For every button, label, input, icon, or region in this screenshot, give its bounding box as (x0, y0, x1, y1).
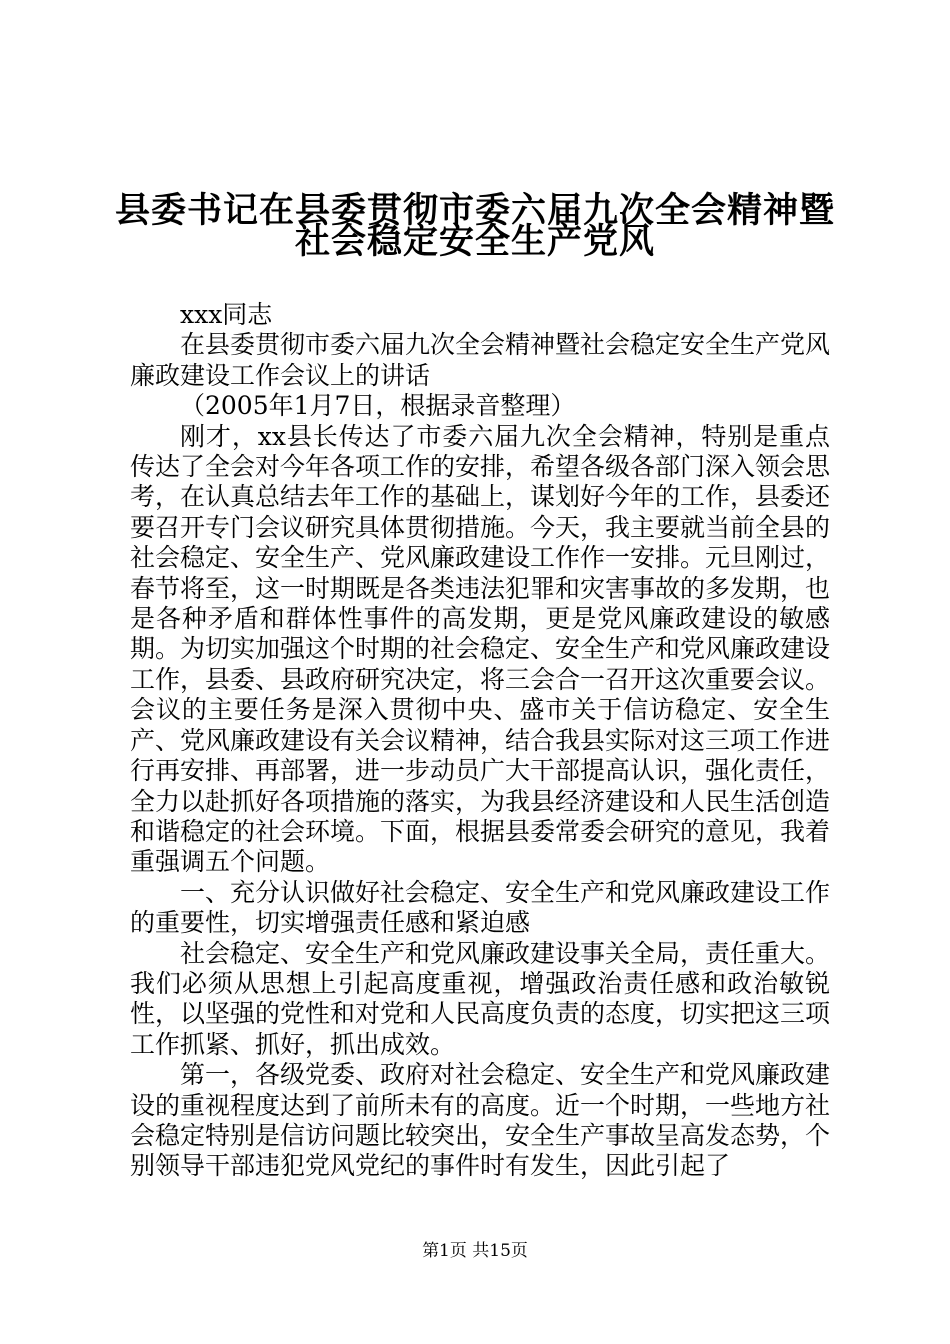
document-body (130, 300, 830, 1182)
speech-date-note: （2005年1月7日，根据录音整理） (180, 391, 576, 421)
body-paragraph: 第一，各级党委、政府对社会稳定、安全生产和党风廉政建设的重视程度达到了前所未有的高度。近一个时期，一些地方社会稳定特别是信访问题比较突出，安全生产事故呈高发态势，个别领导干部违犯党风党纪的事件时有发生，因此引起了 (130, 1060, 831, 1181)
section-heading: 一、充分认识做好社会稳定、安全生产和党风廉政建设工作的重要性，切实增强责任感和紧迫感 (130, 877, 831, 938)
body-paragraph: 刚才，xx县长传达了市委六届九次全会精神，特别是重点传达了全会对今年各项工作的安排，希望各级各部门深入领会思考，在认真总结去年工作的基础上，谋划好今年的工作，县委还要召开专门会议研究具体贯彻措施。今天，我主要就当前全县的社会稳定、安全生产、党风廉政建设工作作一安排。元旦刚过，春节将至，这一时期既是各类违法犯罪和灾害事故的多发期，也是各种矛盾和群体性事件的高发期，更是党风廉政建设的敏感期。为切实加强这个时期的社会稳定、安全生产和党风廉政建设工作，县委、县政府研究决定，将三会合一召开这次重要会议。会议的主要任务是深入贯彻中央、盛市关于信访稳定、安全生产、党风廉政建设有关会议精神，结合我县实际对这三项工作进行再安排、再部署，进一步动员广大干部提高认识，强化责任，全力以赴抓好各项措施的落实，为我县经济建设和人民生活创造和谐稳定的社会环境。下面，根据县委常委会研究的意见，我着重强调五个问题。 (130, 421, 831, 877)
salutation: xxx同志 (180, 300, 273, 329)
body-paragraph: 社会稳定、安全生产和党风廉政建设事关全局，责任重大。我们必须从思想上引起高度重视，增强政治责任感和政治敏锐性，以坚强的党性和对党和人民高度负责的态度，切实把这三项工作抓紧、抓好，抓出成效。 (130, 938, 831, 1059)
document-title-line-1: 县委书记在县委贯彻市委六届九次全会精神暨 (114, 191, 835, 231)
document-title-line-2: 社会稳定安全生产党风 (294, 222, 655, 262)
page-number-footer: 第1页 共15页 (422, 1241, 528, 1261)
speech-heading: 在县委贯彻市委六届九次全会精神暨社会稳定安全生产党风廉政建设工作会议上的讲话 (130, 330, 831, 390)
